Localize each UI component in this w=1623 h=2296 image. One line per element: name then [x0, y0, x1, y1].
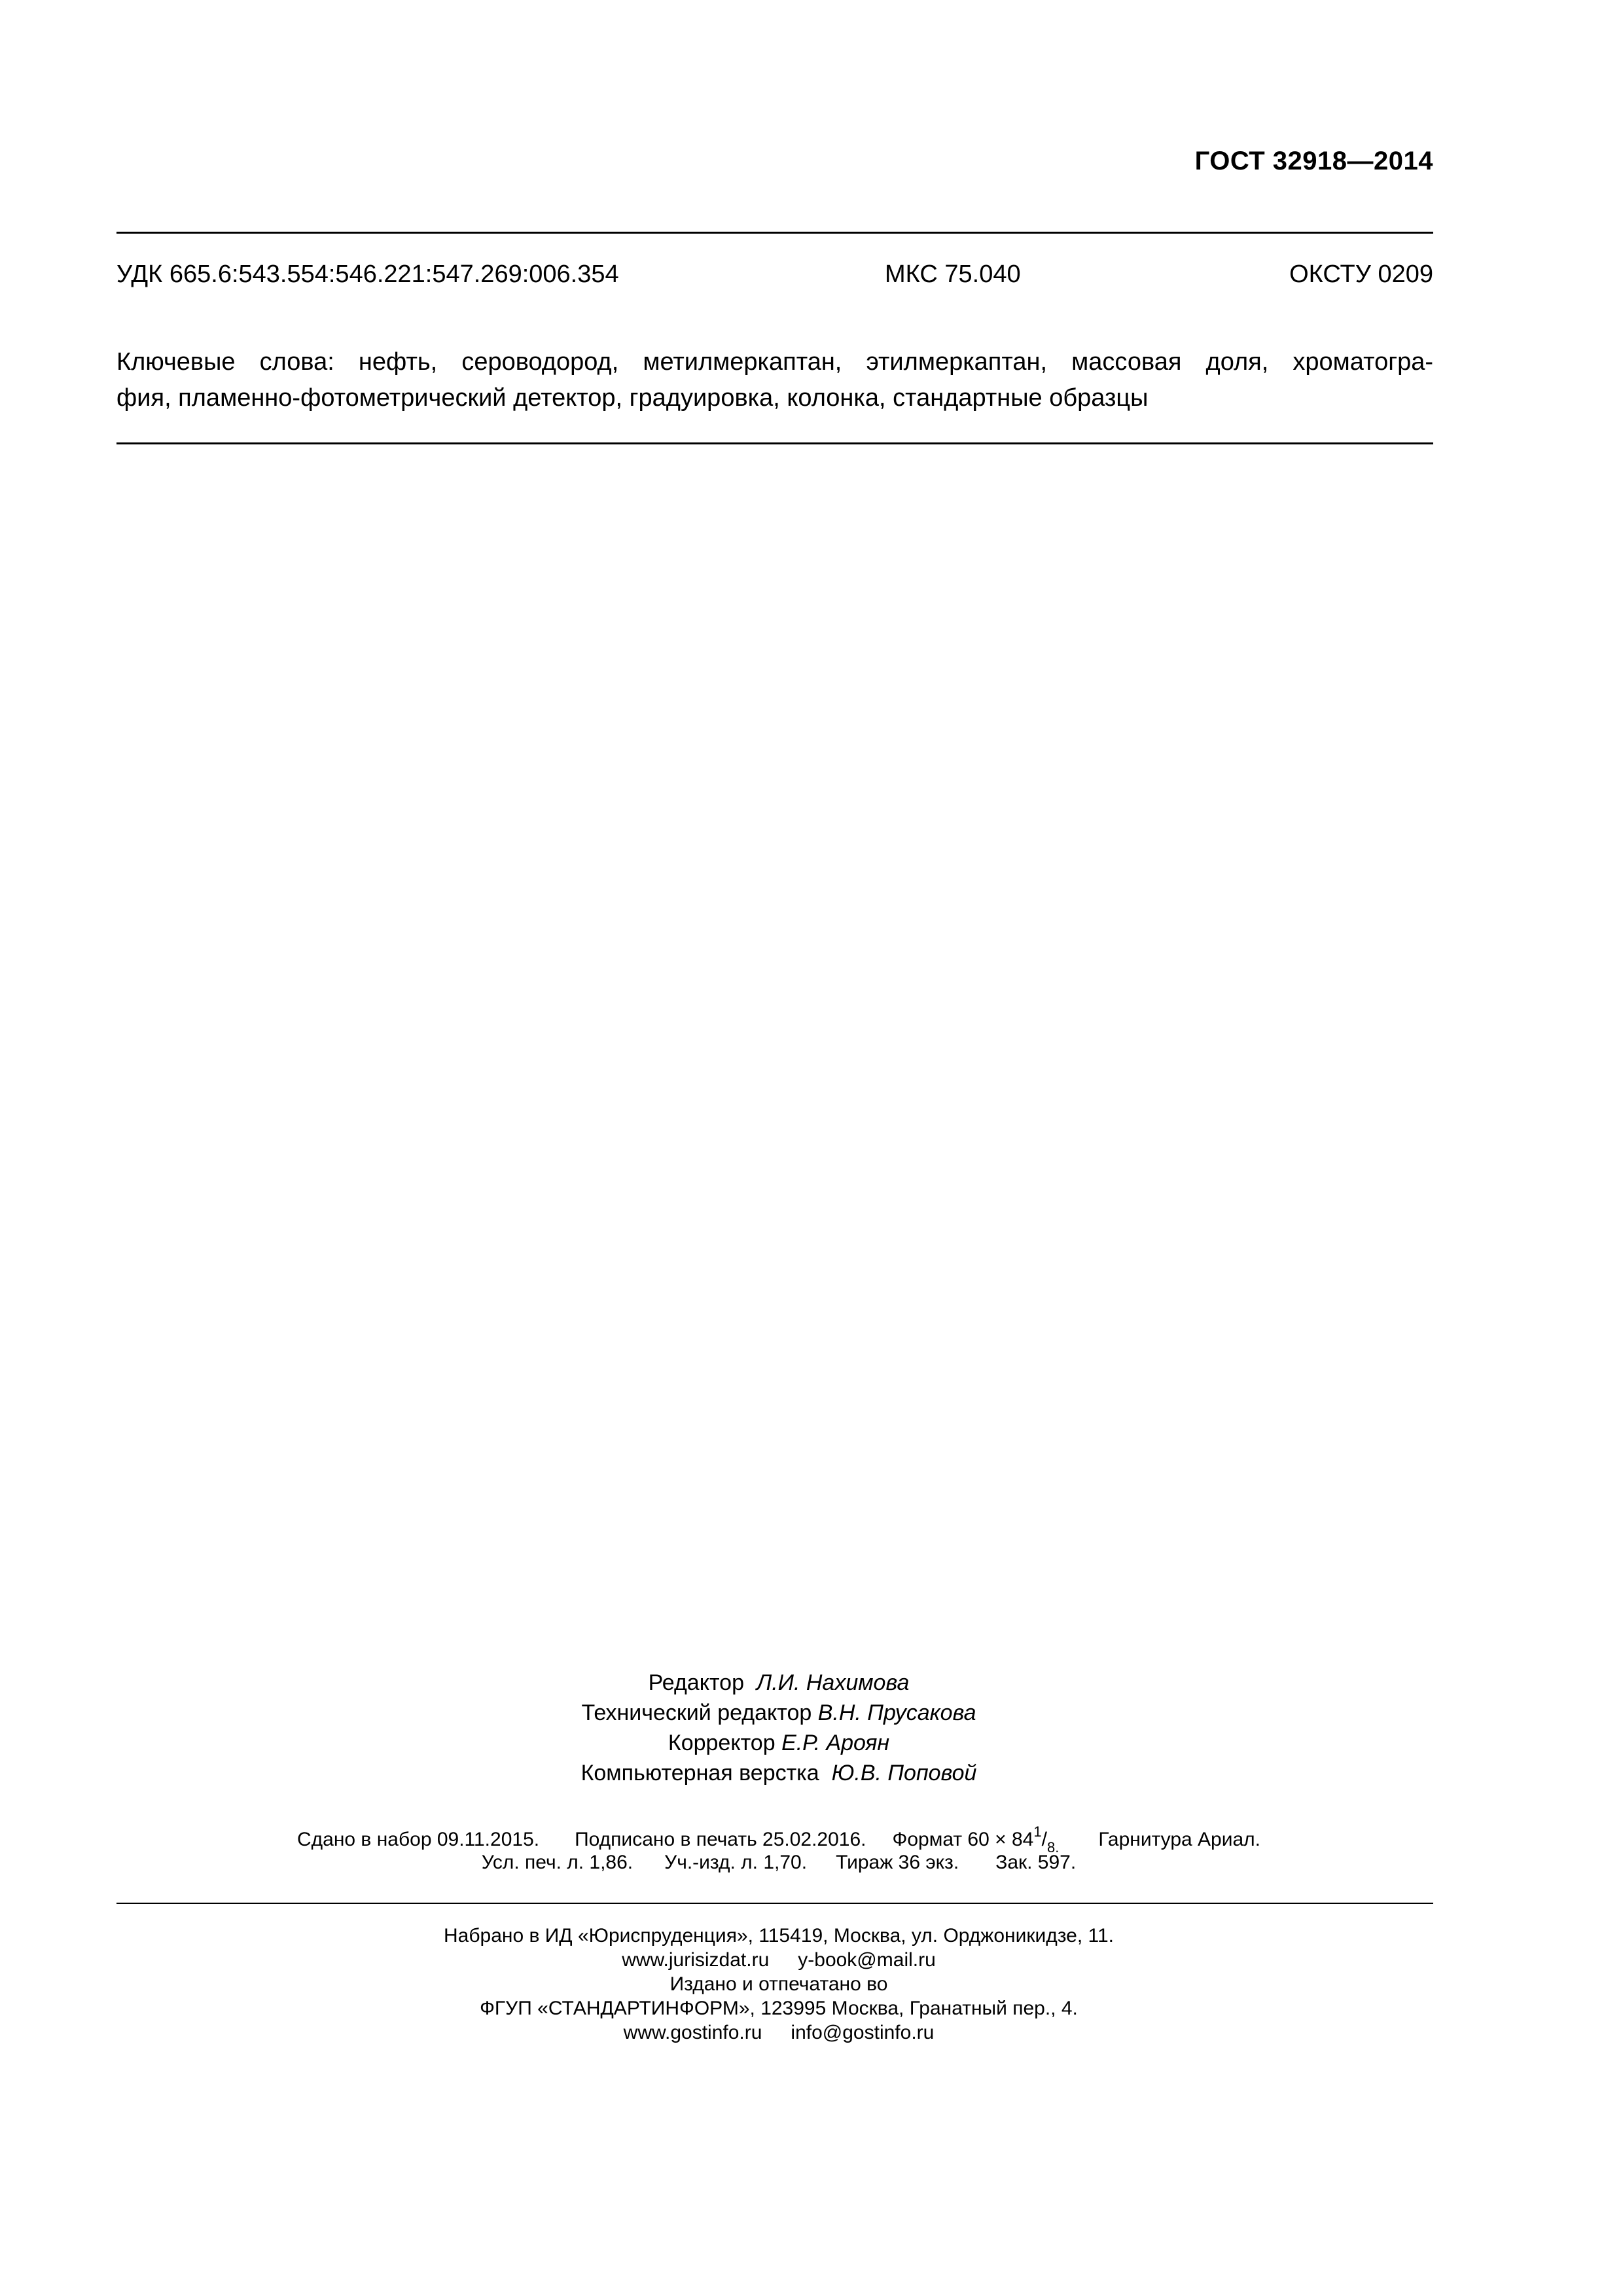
imprint-format — [892, 1823, 1060, 1856]
imprint-format-dot: . — [1055, 1839, 1060, 1856]
okstu-code: ОКСТУ 0209 — [1289, 260, 1433, 288]
printed-line: Издано и отпечатано во — [669, 1973, 888, 1995]
keywords-line-1: Ключевые слова: нефть, сероводород, метилмеркаптан, этилмеркаптан, массовая доля, хроматогра- — [116, 348, 1433, 376]
printer-site-link: www.gostinfo.ru — [623, 2022, 762, 2043]
editorial-credits — [0, 1668, 1558, 1788]
keywords-divider — [116, 442, 1433, 444]
imprint-order: Зак. 597. — [995, 1852, 1077, 1873]
imprint-print-sheets: Усл. печ. л. 1,86. — [481, 1852, 633, 1873]
document-code: ГОСТ 32918—2014 — [1194, 147, 1433, 175]
publisher-info — [0, 1924, 1558, 2045]
typeset-line: Набрано в ИД «Юриспруденция», 115419, Москва, ул. Орджоникидзе, 11. — [443, 1925, 1114, 1946]
printer-email-link: info@gostinfo.ru — [791, 2022, 935, 2043]
imprint-submitted: Сдано в набор 09.11.2015. — [296, 1829, 540, 1850]
udk-code: УДК 665.6:543.554:546.221:547.269:006.354 — [116, 260, 619, 288]
keywords-paragraph — [116, 344, 1433, 416]
credit-layout — [0, 1758, 1558, 1788]
credit-layout-name: Ю.В. Поповой — [831, 1761, 977, 1785]
credit-tech-editor-label: Технический редактор — [581, 1700, 812, 1725]
typeset-site-link: www.jurisizdat.ru — [622, 1949, 770, 1971]
credit-corrector — [0, 1728, 1558, 1758]
keywords-line-2: фия, пламенно-фотометрический детектор, градуировка, колонка, стандартные образцы — [116, 384, 1149, 412]
typeset-email-link: y-book@mail.ru — [798, 1949, 936, 1971]
top-divider — [116, 232, 1433, 234]
mks-code: МКС 75.040 — [885, 260, 1021, 288]
credit-tech-editor-name: В.Н. Прусакова — [817, 1700, 976, 1725]
imprint-signed: Подписано в печать 25.02.2016. — [575, 1829, 866, 1850]
imprint-format-numerator: 1 — [1033, 1823, 1042, 1840]
imprint-run: Тираж 36 экз. — [836, 1852, 959, 1873]
imprint-divider — [116, 1903, 1433, 1904]
imprint-format-slash: / — [1041, 1829, 1047, 1850]
imprint-format-prefix: Формат 60 × 84 — [892, 1829, 1034, 1850]
credit-tech-editor — [0, 1698, 1558, 1728]
credit-corrector-label: Корректор — [668, 1731, 776, 1755]
credit-editor-name: Л.И. Нахимова — [756, 1670, 910, 1695]
credit-editor — [0, 1668, 1558, 1698]
imprint-typeface: Гарнитура Ариал. — [1098, 1829, 1261, 1850]
imprint-pub-sheets: Уч.-изд. л. 1,70. — [664, 1852, 808, 1873]
credit-editor-label: Редактор — [648, 1670, 744, 1695]
imprint-line-2 — [0, 1848, 1558, 1877]
credit-corrector-name: Е.Р. Ароян — [781, 1731, 890, 1755]
imprint-format-denominator: 8 — [1046, 1839, 1056, 1856]
classification-codes — [116, 260, 1433, 293]
credit-layout-label: Компьютерная верстка — [580, 1761, 819, 1785]
printer-line: ФГУП «СТАНДАРТИНФОРМ», 123995 Москва, Гранатный пер., 4. — [480, 1998, 1078, 2019]
printer-contacts — [0, 2020, 1558, 2045]
typeset-contacts — [0, 1948, 1558, 1972]
